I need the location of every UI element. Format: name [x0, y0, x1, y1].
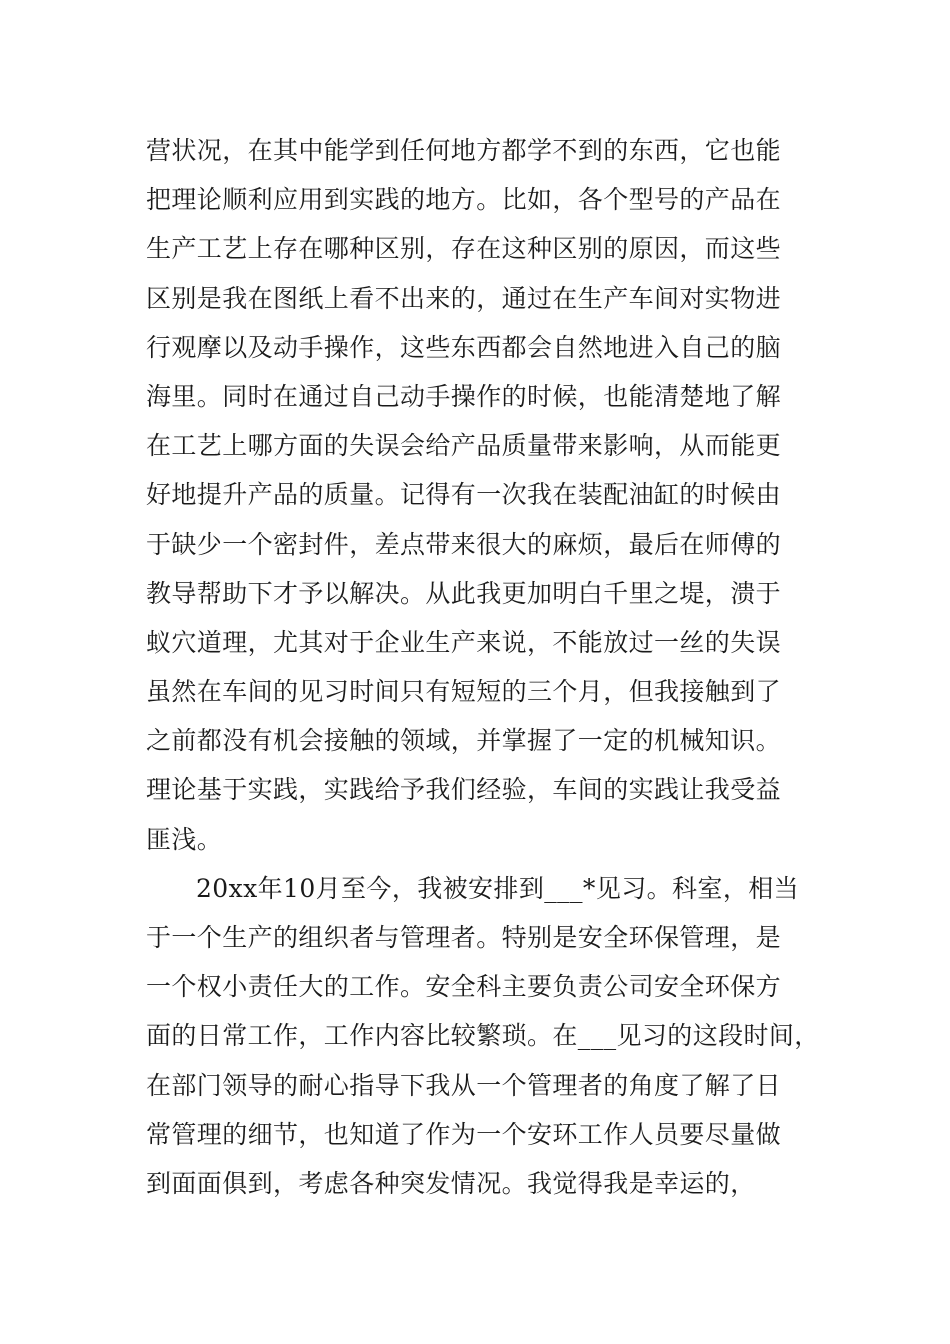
text-line: 好地提升产品的质量。记得有一次我在装配油缸的时候由 — [146, 480, 782, 510]
text-line: 教导帮助下才予以解决。从此我更加明白千里之堤，溃于 — [146, 578, 782, 608]
text-line: 行观摩以及动手操作，这些东西都会自然地进入自己的脑 — [146, 332, 782, 362]
text-line: 生产工艺上存在哪种区别，存在这种区别的原因，而这些 — [146, 234, 782, 264]
text-line: 面的日常工作，工作内容比较繁琐。在___见习的这段时间， — [146, 1021, 820, 1051]
text-line: 常管理的细节，也知道了作为一个安环工作人员要尽量做 — [146, 1119, 782, 1149]
text-line: 于缺少一个密封件，差点带来很大的麻烦，最后在师傅的 — [146, 529, 782, 559]
text-line: 之前都没有机会接触的领域，并掌握了一定的机械知识。 — [146, 726, 782, 756]
text-line: 蚁穴道理，尤其对于企业生产来说，不能放过一丝的失误 — [146, 627, 782, 657]
text-line: 区别是我在图纸上看不出来的，通过在生产车间对实物进 — [146, 283, 782, 313]
text-line: 一个权小责任大的工作。安全科主要负责公司安全环保方 — [146, 972, 782, 1002]
text-line: 在部门领导的耐心指导下我从一个管理者的角度了解了日 — [146, 1070, 782, 1100]
text-line: 匪浅。 — [146, 824, 223, 854]
text-line: 虽然在车间的见习时间只有短短的三个月，但我接触到了 — [146, 677, 782, 707]
text-line: 海里。同时在通过自己动手操作的时候，也能清楚地了解 — [146, 381, 782, 411]
text-line: 到面面俱到，考虑各种突发情况。我觉得我是幸运的， — [146, 1168, 756, 1198]
text-line: 把理论顺利应用到实践的地方。比如，各个型号的产品在 — [146, 185, 782, 215]
paragraph — [146, 126, 816, 864]
text-line: 营状况，在其中能学到任何地方都学不到的东西，它也能 — [146, 136, 782, 165]
text-line: 20xx年10月至今，我被安排到___*见习。科室，相当 — [196, 873, 800, 903]
text-line: 理论基于实践，实践给予我们经验，车间的实践让我受益 — [146, 775, 782, 805]
document-body — [146, 126, 820, 1208]
text-line: 于一个生产的组织者与管理者。特别是安全环保管理，是 — [146, 923, 782, 952]
paragraph — [146, 864, 820, 1208]
text-line: 在工艺上哪方面的失误会给产品质量带来影响，从而能更 — [146, 431, 782, 461]
